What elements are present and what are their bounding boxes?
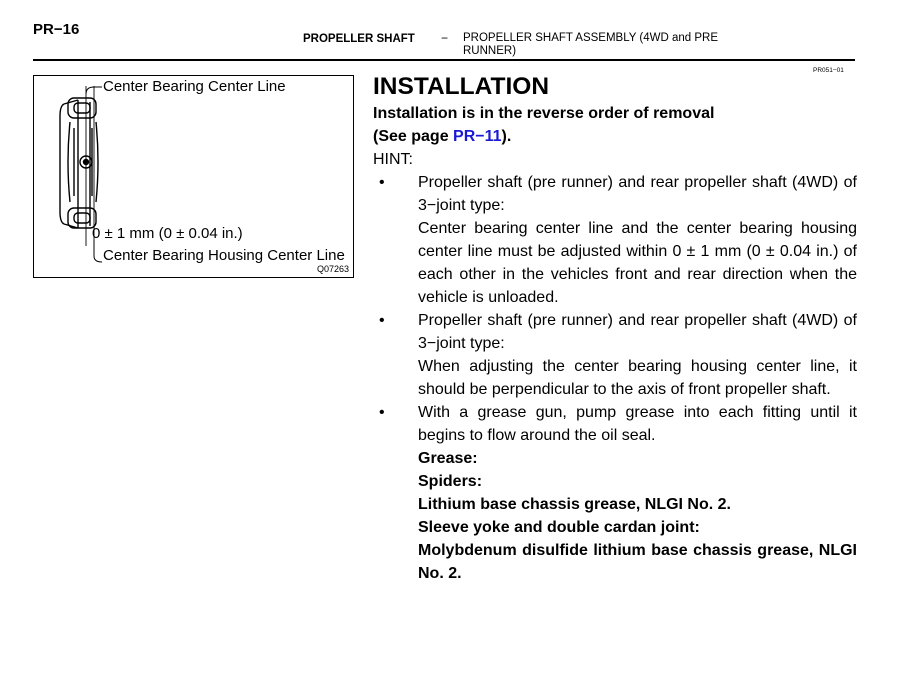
header-separator: − (441, 31, 449, 45)
lead-line-1: Installation is in the reverse order of removal (373, 105, 715, 122)
hint-item-1 (373, 171, 857, 309)
hint-item-3-text: With a grease gun, pump grease into each fitting until it begins to flow around the oil seal. (418, 404, 857, 444)
subsection-title: PROPELLER SHAFT ASSEMBLY (4WD and PRE RUNNER) (463, 32, 719, 57)
header-rule (33, 59, 855, 61)
hint-item-1-detail: Center bearing center line and the center bearing housing center line must be adjusted within 0 ± 1 mm (0 ± 0.04 in.) of each other in the vehicles front and rear direction when the vehicle is unloaded. (418, 220, 857, 306)
bullet-dot: • (379, 312, 385, 329)
tolerance-label: 0 ± 1 mm (0 ± 0.04 in.) (92, 225, 243, 242)
lead-line-2 (373, 125, 857, 148)
center-bearing-center-line-label: Center Bearing Center Line (103, 78, 286, 95)
document-code: PR051−01 (813, 67, 844, 74)
page-number: PR−16 (33, 21, 80, 38)
page-link-pr-11[interactable]: PR−11 (453, 128, 502, 145)
spiders-label: Spiders: (418, 473, 483, 490)
hint-item-2-type: Propeller shaft (pre runner) and rear propeller shaft (4WD) of 3−joint type: (418, 312, 857, 352)
bullet-dot: • (379, 174, 385, 191)
bearing-alignment-figure (33, 75, 354, 278)
installation-title: INSTALLATION (373, 73, 550, 100)
hint-label: HINT: (373, 151, 413, 168)
center-bearing-housing-center-line-label: Center Bearing Housing Center Line (103, 247, 345, 264)
installation-section (373, 72, 857, 585)
lead-close: ). (501, 128, 512, 145)
figure-code: Q07263 (316, 264, 349, 274)
hint-item-3 (373, 401, 857, 585)
grease-label: Grease: (418, 450, 478, 467)
hint-item-2-detail: When adjusting the center bearing housing center line, it should be perpendicular to the axis of front propeller shaft. (418, 358, 857, 398)
bullet-dot: • (379, 404, 385, 421)
spiders-grease-spec: Lithium base chassis grease, NLGI No. 2. (418, 496, 731, 513)
sleeve-yoke-grease-spec: Molybdenum disulfide lithium base chassis grease, NLGI No. 2. (418, 542, 857, 582)
section-title: PROPELLER SHAFT (303, 33, 415, 45)
lead-open: (See page (373, 128, 454, 145)
sleeve-yoke-label: Sleeve yoke and double cardan joint: (418, 519, 700, 536)
hint-item-2 (373, 309, 857, 401)
hint-item-1-type: Propeller shaft (pre runner) and rear propeller shaft (4WD) of 3−joint type: (418, 174, 857, 214)
